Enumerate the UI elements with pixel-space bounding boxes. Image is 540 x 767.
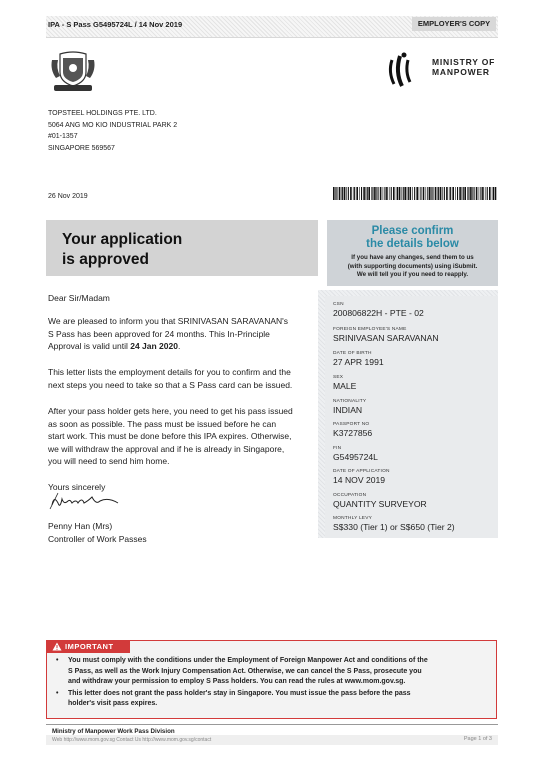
detail-monthly-levy: MONTHLY LEVY S$330 (Tier 1) or S$650 (Tier 2) bbox=[333, 516, 455, 532]
warning-icon bbox=[52, 642, 62, 651]
list-item: • This letter does not grant the pass holder's stay in Singapore. You must issue the pass before the pass holder's visit pass expires. bbox=[56, 689, 411, 707]
important-bullets bbox=[56, 656, 492, 711]
important-label: IMPORTANT bbox=[65, 642, 114, 651]
footer-divider bbox=[46, 724, 498, 725]
detail-csn: CSN 200806822H - PTE - 02 bbox=[333, 302, 424, 318]
detail-date-of-birth: DATE OF BIRTH 27 APR 1991 bbox=[333, 351, 384, 367]
paragraph-instructions: After your pass holder gets here, you need to get his pass issued as soon as possible. The pass must be issued before he can start work. This must be done before this IPA expires. Otherwise, we will withdraw the approval and if he is already in Singapore, you will need to send him home. bbox=[48, 406, 293, 466]
paragraph-approval: We are pleased to inform you that SRINIVASAN SARAVANAN's S Pass has been approved for 24 months. This In-Principle Approval is valid until 24 Jan 2020. bbox=[48, 316, 289, 351]
detail-passport-no: PASSPORT NO K3727856 bbox=[333, 422, 373, 438]
paragraph-details: This letter lists the employment details for you to confirm and the next steps you need to take so that a S Pass card can be issued. bbox=[48, 367, 293, 390]
copy-tag: EMPLOYER'S COPY bbox=[412, 17, 496, 31]
detail-sex: SEX MALE bbox=[333, 375, 357, 391]
letter-date: 26 Nov 2019 bbox=[48, 193, 88, 200]
closing: Yours sincerely bbox=[48, 482, 106, 492]
salutation: Dear Sir/Madam bbox=[48, 293, 110, 303]
footer-links: Web http://www.mom.gov.sg Contact Us http://www.mom.gov.sg/contact bbox=[52, 737, 212, 743]
detail-date-of-application: DATE OF APPLICATION 14 NOV 2019 bbox=[333, 469, 390, 485]
signer-block bbox=[48, 520, 320, 545]
footer-title: Ministry of Manpower Work Pass Division bbox=[52, 728, 175, 735]
signer-title: Controller of Work Passes bbox=[48, 533, 147, 544]
document-reference: IPA - S Pass G5495724L / 14 Nov 2019 bbox=[48, 20, 183, 29]
page-number: Page 1 of 3 bbox=[463, 736, 492, 742]
detail-fin: FIN G5495724L bbox=[333, 446, 378, 462]
confirm-instructions: If you have any changes, send them to us (with supporting documents) using iSubmit. We will tell you if you need to reapply. bbox=[347, 254, 478, 278]
signature bbox=[48, 491, 128, 513]
detail-employee-name: FOREIGN EMPLOYEE'S NAME SRINIVASAN SARAVANAN bbox=[333, 327, 439, 343]
mom-logo-text: MINISTRY OF MANPOWER bbox=[432, 57, 496, 77]
barcode bbox=[333, 187, 497, 200]
confirm-title: Please confirm the details below bbox=[366, 225, 459, 250]
validity-date: 24 Jan 2020 bbox=[130, 341, 178, 351]
singapore-crest-icon bbox=[48, 50, 98, 94]
employer-address: TOPSTEEL HOLDINGS PTE. LTD. 5064 ANG MO KIO INDUSTRIAL PARK 2 #01-1357 SINGAPORE 569567 bbox=[48, 110, 178, 152]
detail-nationality: NATIONALITY INDIAN bbox=[333, 399, 367, 415]
approval-heading: Your application is approved bbox=[62, 231, 183, 268]
detail-occupation: OCCUPATION QUANTITY SURVEYOR bbox=[333, 493, 427, 509]
signer-name: Penny Han (Mrs) bbox=[48, 521, 113, 531]
list-item: • You must comply with the conditions under the Employment of Foreign Manpower Act and conditions of the S Pass, as well as the Work Injury Compensation Act. Otherwise, we can cancel the S Pass, prosecute you and withdraw your permission to employ S Pass holders. You can read the rules at www.mom.gov.sg. bbox=[56, 657, 428, 685]
